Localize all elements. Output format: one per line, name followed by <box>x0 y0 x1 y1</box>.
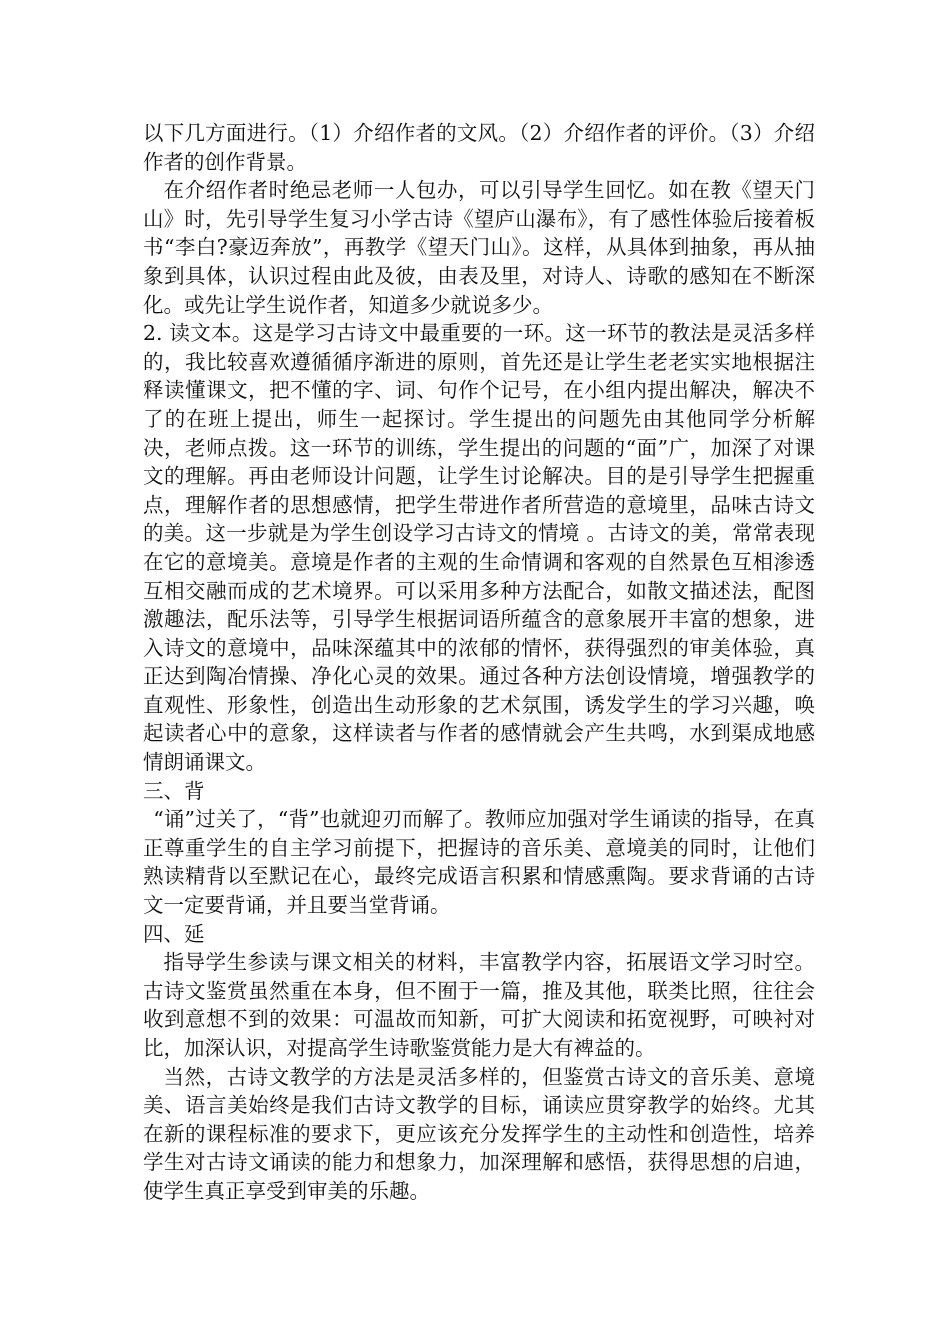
paragraph-author-intro-guidance: 在介绍作者时绝忌老师一人包办，可以引导学生回忆。如在教《望天门山》时，先引导学生复习小学古诗《望庐山瀑布》，有了感性体验后接着板书“李白?豪迈奔放”，再教学《望天门山》。这样，从具体到抽象，再从抽象到具体，认识过程由此及彼，由表及里，对诗人、诗歌的感知在不断深化。或先让学生说作者，知道多少就说多少。 <box>143 178 815 317</box>
paragraph-extend: 指导学生参读与课文相关的材料，丰富教学内容，拓展语文学习时空。古诗文鉴赏虽然重在本身，但不囿于一篇，推及其他，联类比照，往往会收到意想不到的效果：可温故而知新，可扩大阅读和拓宽视野，可映衬对比，加深认识，对提高学生诗歌鉴赏能力是大有裨益的。 <box>143 950 815 1060</box>
paragraph-author-intro-methods: 以下几方面进行。（1）介绍作者的文风。（2）介绍作者的评价。（3）介绍作者的创作背景。 <box>143 121 815 174</box>
section-heading-recite: 三、背 <box>143 778 205 803</box>
paragraph-conclusion: 当然，古诗文教学的方法是灵活多样的，但鉴赏古诗文的音乐美、意境美、语言美始终是我们古诗文教学的目标，诵读应贯穿教学的始终。尤其在新的课程标准的要求下，更应该充分发挥学生的主动性和创造性，培养学生对古诗文诵读的能力和想象力，加深理解和感悟，获得思想的启迪，使学生真正享受到审美的乐趣。 <box>143 1064 815 1203</box>
paragraph-recite: “诵”过关了，“背”也就迎刃而解了。教师应加强对学生诵读的指导，在真正尊重学生的自主学习前提下，把握诗的音乐美、意境美的同时，让他们熟读精背以至默记在心，最终完成语言积累和情感熏陶。要求背诵的古诗文一定要背诵，并且要当堂背诵。 <box>143 807 815 918</box>
paragraph-read-text: 2. 读文本。这是学习古诗文中最重要的一环。这一环节的教法是灵活多样的，我比较喜欢遵循循序渐进的原则，首先还是让学生老老实实地根据注释读懂课文，把不懂的字、词、句作个记号，在小组内提出解决，解决不了的在班上提出，师生一起探讨。学生提出的问题先由其他同学分析解决，老师点拨。这一环节的训练，学生提出的问题的“面”广，加深了对课文的理解。再由老师设计问题，让学生讨论解决。目的是引导学生把握重点，理解作者的思想感情，把学生带进作者所营造的意境里，品味古诗文的美。这一步就是为学生创设学习古诗文的情境 。古诗文的美，常常表现在它的意境美。意境是作者的主观的生命情调和客观的自然景色互相渗透互相交融而成的艺术境界。可以采用多种方法配合，如散文描述法，配图激趣法，配乐法等，引导学生根据词语所蕴含的意象展开丰富的想象，进入诗文的意境中，品味深蕴其中的浓郁的情怀，获得强烈的审美体验，真正达到陶冶情操、净化心灵的效果。通过各种方法创设情境，增强教学的直观性、形象性，创造出生动形象的艺术氛围，诱发学生的学习兴趣，唤起读者心中的意象，这样读者与作者的感情就会产生共鸣，水到渠成地感情朗诵课文。 <box>143 321 815 775</box>
document-body <box>143 119 815 1206</box>
section-heading-extend: 四、延 <box>143 921 205 946</box>
